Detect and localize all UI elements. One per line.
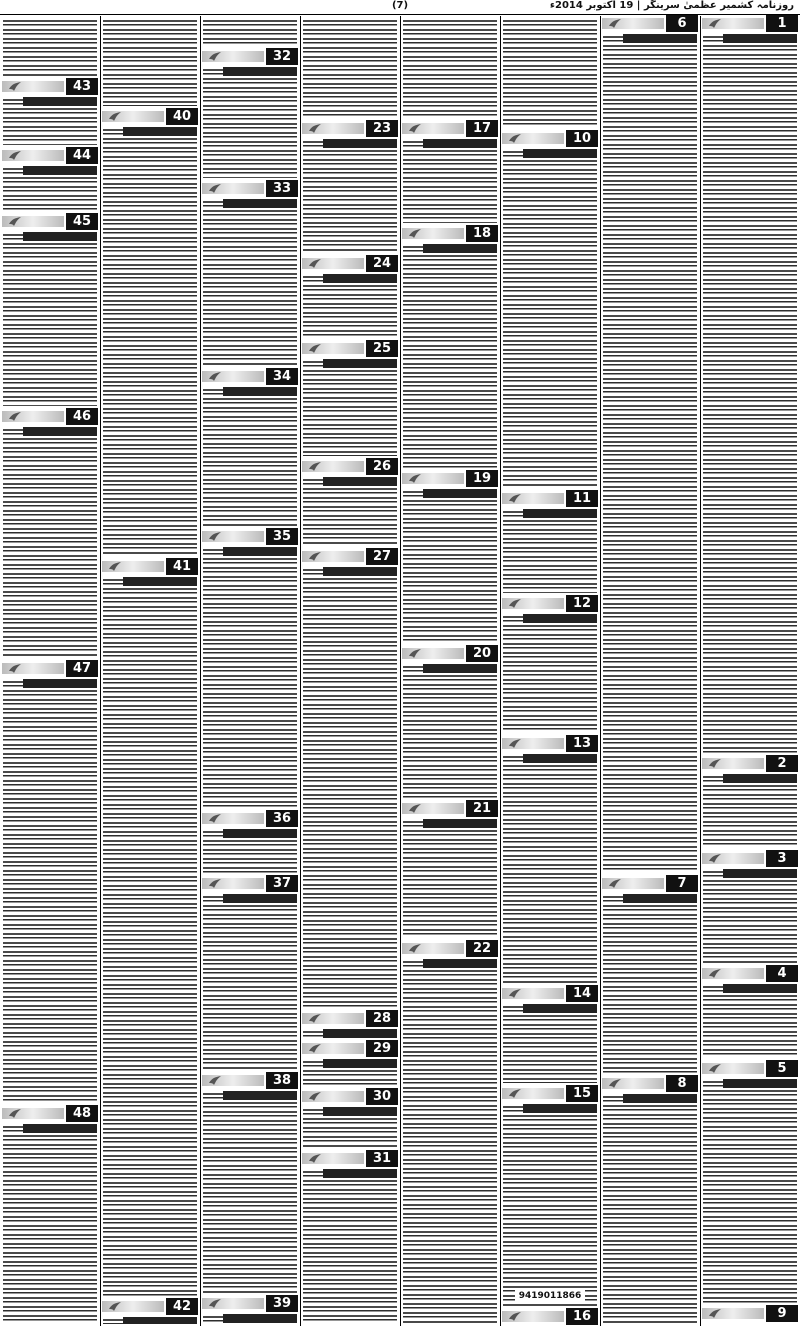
item-number-badge	[702, 850, 798, 867]
item-number: 34	[266, 368, 298, 385]
item-number: 6	[666, 15, 698, 32]
article-text-block	[503, 149, 597, 488]
item-number-badge	[102, 1298, 198, 1315]
dove-icon	[508, 1087, 522, 1099]
article-lead-line	[423, 489, 497, 498]
article-text-block	[103, 577, 197, 1296]
article-lead-line	[123, 1317, 197, 1324]
article-text-block	[503, 1104, 597, 1306]
item-number-badge	[302, 548, 398, 565]
item-number-badge	[702, 15, 798, 32]
item-number-badge	[502, 985, 598, 1002]
article-text-block	[203, 18, 297, 46]
item-number-badge	[202, 368, 298, 385]
article-text-block	[403, 489, 497, 643]
item-number: 26	[366, 458, 398, 475]
article-text-block	[303, 1059, 397, 1086]
article-text-block	[303, 477, 397, 546]
dove-icon	[308, 122, 322, 134]
item-number-badge	[302, 340, 398, 357]
article-text-block	[303, 18, 397, 118]
dove-icon	[308, 1090, 322, 1102]
article-text-block	[403, 664, 497, 798]
article-lead-line	[323, 477, 397, 486]
item-number-badge	[302, 255, 398, 272]
article-lead-line	[623, 894, 697, 903]
dove-icon	[708, 1307, 722, 1319]
dove-icon	[508, 597, 522, 609]
article-text-block	[403, 959, 497, 1324]
item-number: 32	[266, 48, 298, 65]
item-number: 29	[366, 1040, 398, 1057]
item-number: 12	[566, 595, 598, 612]
article-lead-line	[523, 754, 597, 763]
article-lead-line	[323, 359, 397, 368]
item-number: 9	[766, 1305, 798, 1322]
article-text-block	[303, 1169, 397, 1324]
item-number-badge	[502, 735, 598, 752]
article-text-block	[203, 199, 297, 366]
article-text-block	[503, 1004, 597, 1083]
article-text-block	[103, 18, 197, 106]
item-number: 4	[766, 965, 798, 982]
dove-icon	[8, 410, 22, 422]
dove-icon	[408, 942, 422, 954]
item-number-badge	[302, 1088, 398, 1105]
item-number: 47	[66, 660, 98, 677]
dove-icon	[8, 215, 22, 227]
article-lead-line	[223, 67, 297, 76]
dove-icon	[608, 1077, 622, 1089]
item-number: 21	[466, 800, 498, 817]
article-lead-line	[523, 1004, 597, 1013]
article-lead-line	[223, 387, 297, 396]
article-lead-line	[423, 244, 497, 253]
article-text-block	[703, 984, 797, 1058]
item-number-badge	[2, 408, 98, 425]
article-lead-line	[23, 97, 97, 106]
dove-icon	[708, 967, 722, 979]
item-number-badge	[202, 1072, 298, 1089]
item-number-badge	[302, 120, 398, 137]
item-number-badge	[2, 1105, 98, 1122]
article-lead-line	[523, 509, 597, 518]
item-number-badge	[302, 1150, 398, 1167]
article-lead-line	[23, 1124, 97, 1133]
article-lead-line	[723, 34, 797, 43]
article-text-block	[503, 754, 597, 983]
item-number-badge	[502, 595, 598, 612]
item-number: 13	[566, 735, 598, 752]
article-text-block	[703, 774, 797, 848]
item-number-badge	[302, 1040, 398, 1057]
dove-icon	[708, 17, 722, 29]
item-number: 44	[66, 147, 98, 164]
item-number-badge	[202, 810, 298, 827]
article-lead-line	[623, 1094, 697, 1103]
item-number-badge	[302, 458, 398, 475]
column-divider	[700, 16, 701, 1326]
article-lead-line	[323, 1029, 397, 1038]
item-number: 41	[166, 558, 198, 575]
item-number: 10	[566, 130, 598, 147]
item-number: 25	[366, 340, 398, 357]
article-text-block	[603, 1094, 697, 1324]
article-text-block	[703, 1079, 797, 1303]
article-text-block	[103, 1317, 197, 1324]
item-number: 40	[166, 108, 198, 125]
article-text-block	[703, 869, 797, 963]
article-lead-line	[623, 34, 697, 43]
article-text-block	[503, 18, 597, 128]
page-number: (7)	[391, 0, 409, 11]
item-number: 16	[566, 1308, 598, 1325]
item-number-badge	[202, 875, 298, 892]
article-lead-line	[223, 829, 297, 838]
item-number: 31	[366, 1150, 398, 1167]
dove-icon	[408, 472, 422, 484]
item-number: 33	[266, 180, 298, 197]
dove-icon	[508, 132, 522, 144]
article-lead-line	[23, 166, 97, 175]
dove-icon	[708, 852, 722, 864]
article-text-block	[203, 829, 297, 873]
dove-icon	[308, 257, 322, 269]
newspaper-dateline: روزنامہ کشمیر عظمیٰ سرینگر | 19 اکتوبر 2014ء	[549, 0, 794, 11]
dove-icon	[208, 530, 222, 542]
column-divider	[400, 16, 401, 1326]
article-text-block	[303, 274, 397, 338]
article-text-block	[303, 1107, 397, 1148]
item-number-badge	[502, 130, 598, 147]
dove-icon	[708, 1062, 722, 1074]
dove-icon	[108, 560, 122, 572]
item-number: 19	[466, 470, 498, 487]
item-number-badge	[602, 1075, 698, 1092]
item-number: 36	[266, 810, 298, 827]
article-text-block	[303, 139, 397, 253]
dove-icon	[308, 342, 322, 354]
dove-icon	[608, 877, 622, 889]
article-lead-line	[523, 149, 597, 158]
dove-icon	[408, 647, 422, 659]
dove-icon	[208, 812, 222, 824]
item-number-badge	[402, 940, 498, 957]
item-number-badge	[2, 660, 98, 677]
dove-icon	[308, 1012, 322, 1024]
item-number: 35	[266, 528, 298, 545]
article-text-block	[203, 387, 297, 526]
article-lead-line	[223, 199, 297, 208]
item-number: 23	[366, 120, 398, 137]
item-number: 43	[66, 78, 98, 95]
item-number: 2	[766, 755, 798, 772]
item-number: 30	[366, 1088, 398, 1105]
article-lead-line	[23, 427, 97, 436]
item-number-badge	[2, 147, 98, 164]
article-lead-line	[123, 577, 197, 586]
item-number: 48	[66, 1105, 98, 1122]
item-number: 14	[566, 985, 598, 1002]
article-lead-line	[723, 984, 797, 993]
dove-icon	[208, 182, 222, 194]
article-lead-line	[323, 567, 397, 576]
article-lead-line	[323, 1169, 397, 1178]
item-number: 18	[466, 225, 498, 242]
contact-number: 9419011866	[515, 1290, 585, 1302]
article-text-block	[203, 1091, 297, 1293]
article-text-block	[303, 359, 397, 456]
dove-icon	[208, 877, 222, 889]
item-number: 45	[66, 213, 98, 230]
dove-icon	[208, 370, 222, 382]
item-number: 37	[266, 875, 298, 892]
article-text-block	[203, 67, 297, 178]
article-lead-line	[223, 894, 297, 903]
article-lead-line	[723, 869, 797, 878]
article-text-block	[3, 97, 97, 145]
item-number-badge	[502, 1085, 598, 1102]
dove-icon	[708, 757, 722, 769]
item-number-badge	[702, 755, 798, 772]
item-number-badge	[702, 1305, 798, 1322]
article-text-block	[3, 166, 97, 211]
item-number-badge	[102, 108, 198, 125]
column-divider	[100, 16, 101, 1326]
item-number: 39	[266, 1295, 298, 1312]
item-number-badge	[602, 875, 698, 892]
article-lead-line	[723, 1079, 797, 1088]
item-number: 7	[666, 875, 698, 892]
article-text-block	[203, 1314, 297, 1324]
item-number: 46	[66, 408, 98, 425]
column-divider	[300, 16, 301, 1326]
article-lead-line	[323, 1059, 397, 1068]
item-number-badge	[402, 225, 498, 242]
article-text-block	[403, 18, 497, 118]
dove-icon	[208, 1074, 222, 1086]
column-divider	[200, 16, 201, 1326]
item-number-badge	[202, 1295, 298, 1312]
article-lead-line	[223, 1091, 297, 1100]
item-number-badge	[702, 1060, 798, 1077]
article-lead-line	[523, 614, 597, 623]
article-text-block	[103, 127, 197, 556]
article-text-block	[303, 567, 397, 1008]
dove-icon	[608, 17, 622, 29]
article-text-block	[303, 1029, 397, 1038]
article-text-block	[603, 34, 697, 873]
item-number: 1	[766, 15, 798, 32]
article-text-block	[403, 139, 497, 223]
dove-icon	[8, 1107, 22, 1119]
item-number: 24	[366, 255, 398, 272]
item-number: 28	[366, 1010, 398, 1027]
article-lead-line	[123, 127, 197, 136]
dove-icon	[508, 737, 522, 749]
article-lead-line	[723, 774, 797, 783]
article-text-block	[3, 427, 97, 658]
item-number: 15	[566, 1085, 598, 1102]
article-text-block	[3, 18, 97, 76]
dove-icon	[208, 50, 222, 62]
dove-icon	[308, 460, 322, 472]
item-number-badge	[302, 1010, 398, 1027]
article-text-block	[203, 894, 297, 1070]
item-number: 20	[466, 645, 498, 662]
item-number-badge	[402, 470, 498, 487]
article-text-block	[403, 819, 497, 938]
item-number: 8	[666, 1075, 698, 1092]
dove-icon	[308, 1042, 322, 1054]
article-text-block	[603, 894, 697, 1073]
article-lead-line	[323, 1107, 397, 1116]
article-lead-line	[423, 139, 497, 148]
article-lead-line	[423, 819, 497, 828]
dove-icon	[8, 149, 22, 161]
item-number-badge	[502, 1308, 598, 1325]
article-lead-line	[423, 959, 497, 968]
item-number-badge	[402, 800, 498, 817]
item-number: 3	[766, 850, 798, 867]
item-number-badge	[602, 15, 698, 32]
item-number-badge	[202, 180, 298, 197]
column-divider	[600, 16, 601, 1326]
item-number-badge	[702, 965, 798, 982]
article-lead-line	[223, 1314, 297, 1323]
article-lead-line	[523, 1104, 597, 1113]
item-number: 5	[766, 1060, 798, 1077]
article-lead-line	[423, 664, 497, 673]
article-text-block	[203, 547, 297, 808]
item-number: 11	[566, 490, 598, 507]
page-header	[0, 0, 800, 15]
item-number-badge	[402, 645, 498, 662]
item-number: 27	[366, 548, 398, 565]
item-number-badge	[502, 490, 598, 507]
article-text-block	[503, 509, 597, 593]
dove-icon	[308, 550, 322, 562]
article-text-block	[703, 34, 797, 753]
dove-icon	[408, 227, 422, 239]
article-text-block	[503, 614, 597, 733]
item-number-badge	[202, 528, 298, 545]
item-number: 22	[466, 940, 498, 957]
article-lead-line	[323, 274, 397, 283]
dove-icon	[108, 110, 122, 122]
dove-icon	[508, 492, 522, 504]
item-number-badge	[2, 78, 98, 95]
dove-icon	[8, 662, 22, 674]
item-number-badge	[2, 213, 98, 230]
dove-icon	[8, 80, 22, 92]
dove-icon	[108, 1300, 122, 1312]
article-text-block	[3, 1124, 97, 1324]
item-number: 42	[166, 1298, 198, 1315]
item-number-badge	[402, 120, 498, 137]
column-divider	[500, 16, 501, 1326]
article-lead-line	[23, 679, 97, 688]
article-text-block	[403, 244, 497, 468]
article-lead-line	[323, 139, 397, 148]
article-text-block	[3, 232, 97, 406]
dove-icon	[308, 1152, 322, 1164]
article-lead-line	[23, 232, 97, 241]
dove-icon	[208, 1297, 222, 1309]
dove-icon	[508, 987, 522, 999]
item-number-badge	[102, 558, 198, 575]
article-text-block	[3, 679, 97, 1103]
dove-icon	[408, 802, 422, 814]
dove-icon	[408, 122, 422, 134]
item-number: 17	[466, 120, 498, 137]
article-lead-line	[223, 547, 297, 556]
item-number-badge	[202, 48, 298, 65]
item-number: 38	[266, 1072, 298, 1089]
dove-icon	[508, 1310, 522, 1322]
